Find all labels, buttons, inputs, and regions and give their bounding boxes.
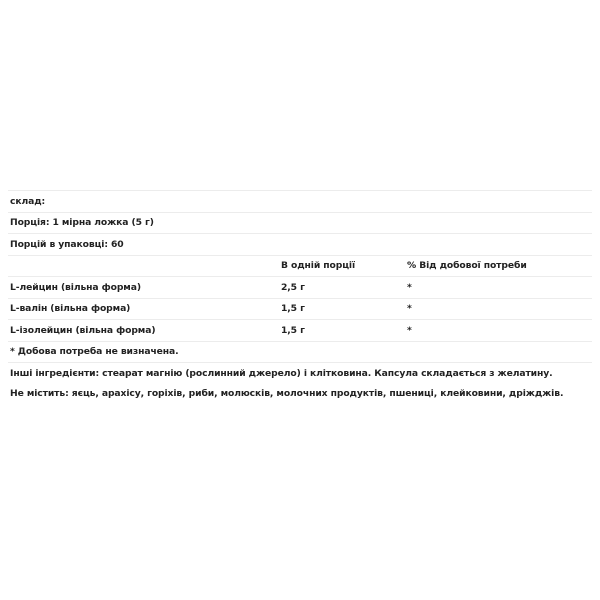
ingredient-name: L-лейцин (вільна форма) [8,277,279,299]
allergen-statement: Не містить: яєць, арахісу, горіхів, риби, молюсків, молочних продуктів, пшениці, клейковини, дріжджів. [10,388,564,399]
ingredient-name: L-ізолейцин (вільна форма) [8,320,279,342]
table-row [8,320,592,342]
footnote-row [8,341,592,363]
composition-title: склад: [8,191,592,213]
ingredient-amount: 2,5 г [279,277,405,299]
ingredient-daily-value: * [405,277,592,299]
composition-table [8,190,592,363]
footnote: * Добова потреба не визначена. [8,341,592,363]
table-row [8,298,592,320]
table-row [8,277,592,299]
ingredient-daily-value: * [405,320,592,342]
supplement-facts [8,190,592,399]
title-row [8,191,592,213]
header-row [8,255,592,277]
other-ingredients: Інші інгредієнти: стеарат магнію (рослинний джерело) і клітковина. Капсула складається з желатину. [10,368,553,379]
column-header-per-serving: В одній порції [279,255,405,277]
serving-row [8,212,592,234]
ingredient-daily-value: * [405,298,592,320]
column-header-daily-value: % Від добової потреби [405,255,592,277]
serving-size: Порція: 1 мірна ложка (5 г) [8,212,592,234]
servings-per-container: Порцій в упаковці: 60 [8,234,592,256]
servings-per-container-row [8,234,592,256]
ingredient-amount: 1,5 г [279,298,405,320]
ingredient-amount: 1,5 г [279,320,405,342]
column-header-name [8,255,279,277]
ingredient-name: L-валін (вільна форма) [8,298,279,320]
